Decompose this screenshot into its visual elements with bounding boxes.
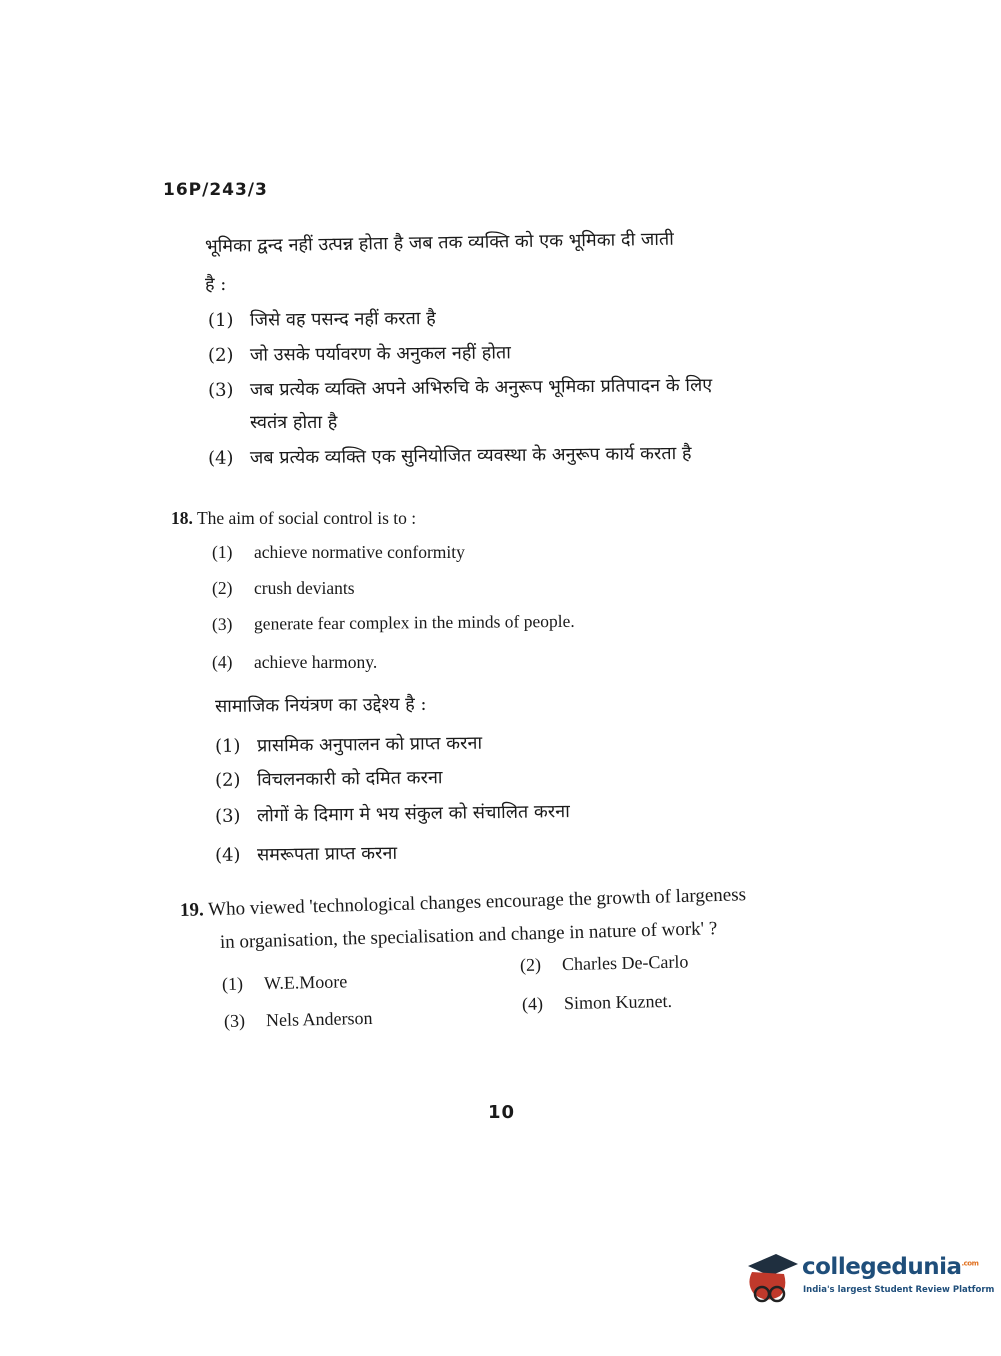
q17-option-1 bbox=[208, 306, 436, 332]
option-number: (1) bbox=[214, 735, 241, 757]
q19-stem-line1 bbox=[180, 884, 747, 922]
question-number: 19. bbox=[179, 899, 205, 921]
option-text: समरूपता प्राप्त करना bbox=[256, 842, 398, 866]
option-number: (4) bbox=[214, 844, 241, 866]
q19-stem-line2: in organisation, the specialisation and change in nature of work' ? bbox=[219, 918, 718, 953]
option-number: (1) bbox=[212, 542, 233, 562]
option-text: जिसे वह पसन्द नहीं करता है bbox=[249, 308, 436, 331]
option-number: (3) bbox=[207, 379, 234, 401]
option-text: crush deviants bbox=[254, 578, 355, 598]
option-text: W.E.Moore bbox=[263, 971, 348, 994]
option-number: (3) bbox=[211, 613, 233, 634]
q18-option-1 bbox=[212, 542, 465, 563]
q18-hindi-option-4 bbox=[215, 841, 397, 867]
question-text: Who viewed 'technological changes encourage the growth of largeness bbox=[207, 884, 747, 921]
option-number: (2) bbox=[214, 769, 241, 791]
option-text: achieve normative conformity bbox=[254, 542, 465, 562]
q18-option-3 bbox=[212, 611, 575, 635]
paper-code: 16P/243/3 bbox=[163, 180, 268, 200]
brand-name: collegedunia$^{.com}$ bbox=[802, 1254, 979, 1280]
q18-hindi-option-3 bbox=[215, 799, 570, 828]
collegedunia-logo bbox=[742, 1250, 995, 1310]
q17-option-2 bbox=[208, 340, 511, 367]
q18-hindi-option-1 bbox=[215, 731, 482, 758]
option-number: (2) bbox=[519, 954, 542, 975]
q17-option-3 bbox=[208, 373, 712, 402]
q18-option-4 bbox=[212, 652, 377, 673]
page-number: 10 bbox=[488, 1102, 516, 1123]
option-number: (4) bbox=[212, 652, 233, 672]
option-number: (4) bbox=[521, 993, 544, 1014]
q17-hindi-stem-line1: भूमिका द्वन्द नहीं उत्पन्न होता है जब तक व्यक्ति को एक भूमिका दी जाती bbox=[204, 228, 674, 257]
option-text: Charles De-Carlo bbox=[561, 951, 689, 975]
option-number: (2) bbox=[212, 578, 233, 598]
option-text: achieve harmony. bbox=[254, 652, 378, 672]
option-number: (4) bbox=[207, 447, 234, 469]
question-text: The aim of social control is to : bbox=[196, 508, 417, 528]
option-number: (1) bbox=[207, 309, 234, 331]
option-text: Nels Anderson bbox=[265, 1007, 373, 1031]
q17-option-4 bbox=[208, 441, 692, 470]
option-number: (2) bbox=[207, 344, 234, 366]
q18-hindi-stem: सामाजिक नियंत्रण का उद्देश्य है : bbox=[214, 693, 427, 717]
mascot-icon bbox=[742, 1250, 800, 1310]
option-number: (3) bbox=[223, 1010, 246, 1031]
option-text: जब प्रत्येक व्यक्ति अपने अभिरुचि के अनुरूप भूमिका प्रतिपादन के लिए bbox=[249, 374, 713, 401]
q18-stem bbox=[171, 508, 416, 529]
option-text: विचलनकारी को दमित करना bbox=[256, 767, 443, 791]
q17-option-3-line2: स्वतंत्र होता है bbox=[250, 412, 338, 433]
option-text: प्रासमिक अनुपालन को प्राप्त करना bbox=[256, 732, 483, 757]
q19-option-2 bbox=[520, 951, 689, 976]
q19-option-3 bbox=[224, 1008, 373, 1032]
option-number: (3) bbox=[214, 805, 241, 827]
option-text: जब प्रत्येक व्यक्ति एक सुनियोजित व्यवस्था के अनुरूप कार्य करता है bbox=[249, 442, 692, 469]
q17-hindi-stem-line2: है : bbox=[205, 274, 227, 295]
option-text: जो उसके पर्यावरण के अनुकल नहीं होता bbox=[249, 342, 511, 366]
option-text: Simon Kuznet. bbox=[563, 990, 673, 1014]
option-text: generate fear complex in the minds of people. bbox=[253, 610, 575, 634]
question-number: 18. bbox=[171, 508, 193, 528]
option-text: लोगों के दिमाग मे भय संकुल को संचालित करना bbox=[256, 801, 570, 827]
q18-hindi-option-2 bbox=[215, 765, 443, 792]
q19-option-4 bbox=[522, 991, 672, 1015]
brand-tagline: India's largest Student Review Platform bbox=[803, 1285, 995, 1295]
option-number: (1) bbox=[221, 973, 244, 994]
q19-option-1 bbox=[222, 971, 348, 995]
q18-option-2 bbox=[212, 578, 355, 599]
